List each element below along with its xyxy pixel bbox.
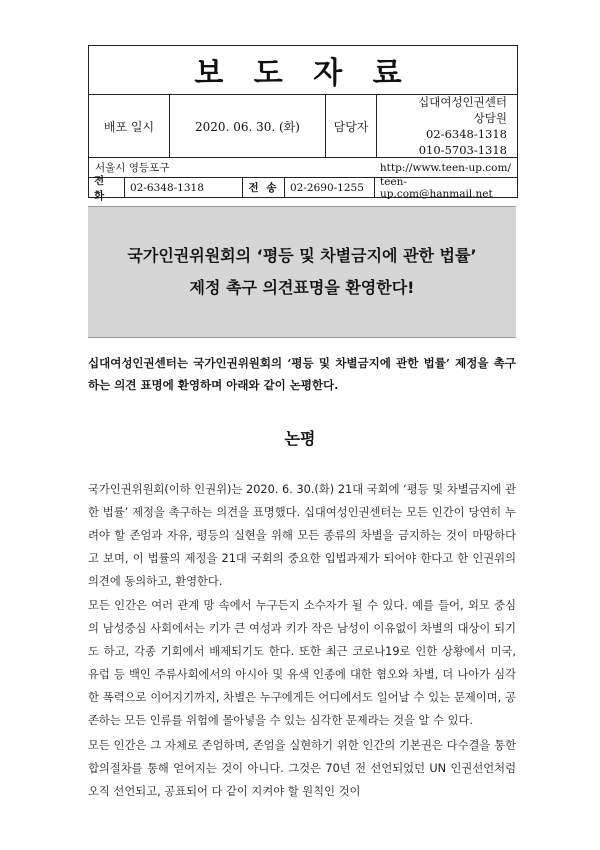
lead-paragraph: 십대여성인권센터는 국가인권위원회의 ‘평등 및 차별금지에 관한 법률’ 제정을 촉구하는 의견 표명에 환영하며 아래와 같이 논평한다.: [88, 356, 516, 392]
contact-phone-2: 010-5703-1318: [418, 143, 507, 157]
address: 서울시 영등포구: [95, 162, 170, 174]
press-header-table: [88, 45, 518, 202]
section-title: 논평: [284, 429, 316, 448]
fax-label: 전 송: [243, 178, 285, 197]
press-title: 보 도 자 료: [89, 46, 517, 95]
email-link[interactable]: teen-up.com@hanmail.net: [380, 175, 493, 200]
dist-label: 배포 일시: [89, 95, 170, 157]
body-paragraph-1: 국가인권위원회(이하 인권위)는 2020. 6. 30.(화) 21대 국회에 ‘평등 및 차별금지에 관한 법률’ 제정을 촉구하는 의견을 표명했다. 십대여성인권센터는 모든 인간이 당연히 누려야 할 존엄과 자유, 평등의 실현을 위해 모든 종류의 차별을 금지하는 것이 마땅하다고 보며, 이 법률의 제정을 21대 국회의 중요한 입법과제가 되어야 한다고 한 인권위의 의견에 동의하고, 환영한다.: [88, 483, 516, 588]
contact-label: 담당자: [326, 95, 377, 157]
dist-date: 2020. 06. 30. (화): [170, 95, 326, 157]
body-paragraph-2: 모든 인간은 여러 관계 망 속에서 누구든지 소수자가 될 수 있다. 예를 들어, 외모 중심의 남성중심 사회에서는 키가 큰 여성과 키가 작은 남성이 이유없이 차별의 대상이 되기도 하고, 각종 기회에서 배제되기도 한다. 또한 최근 코로나19로 인한 상황에서 미국, 유럽 등 백인 주류사회에서의 아시아 및 유색 인종에 대한 혐오와 차별, 더 나아가 심각한 폭력으로 이어지기까지, 차별은 누구에게든 어디에서도 일어날 수 있는 문제이며, 공존하는 모든 인류를 위험에 몰아넣을 수 있는 심각한 문제라는 것을 알 수 있다.: [88, 599, 516, 727]
contact-org: 십대여성인권센터: [418, 95, 507, 109]
website-link[interactable]: http://www.teen-up.com/: [379, 161, 511, 174]
phone-row: [89, 174, 517, 202]
contact-info: [377, 95, 517, 157]
contact-role: 상담원: [473, 111, 507, 125]
headline-box: [88, 206, 516, 338]
fax-number: 02-2690-1255: [285, 178, 375, 197]
body-paragraph-3: 모든 인간은 그 자체로 존엄하며, 존엄을 실현하기 위한 인간의 기본권은 다수결을 통한 합의절차를 통해 얻어지는 것이 아니다. 그것은 70년 전 선언되었던 UN 인권선언처럼 오직 선언되고, 공표되어 다 같이 지켜야 할 원칙인 것이: [88, 739, 516, 798]
headline-line-2: 제정 촉구 의견표명을 환영한다!: [189, 278, 415, 297]
info-row: [89, 95, 517, 158]
contact-phone-1: 02-6348-1318: [426, 127, 507, 141]
phone-number: 02-6348-1318: [125, 178, 243, 197]
phone-label: 전 화: [89, 178, 125, 197]
headline-line-1: 국가인권위원회의 ‘평등 및 차별금지에 관한 법률’: [127, 246, 477, 265]
